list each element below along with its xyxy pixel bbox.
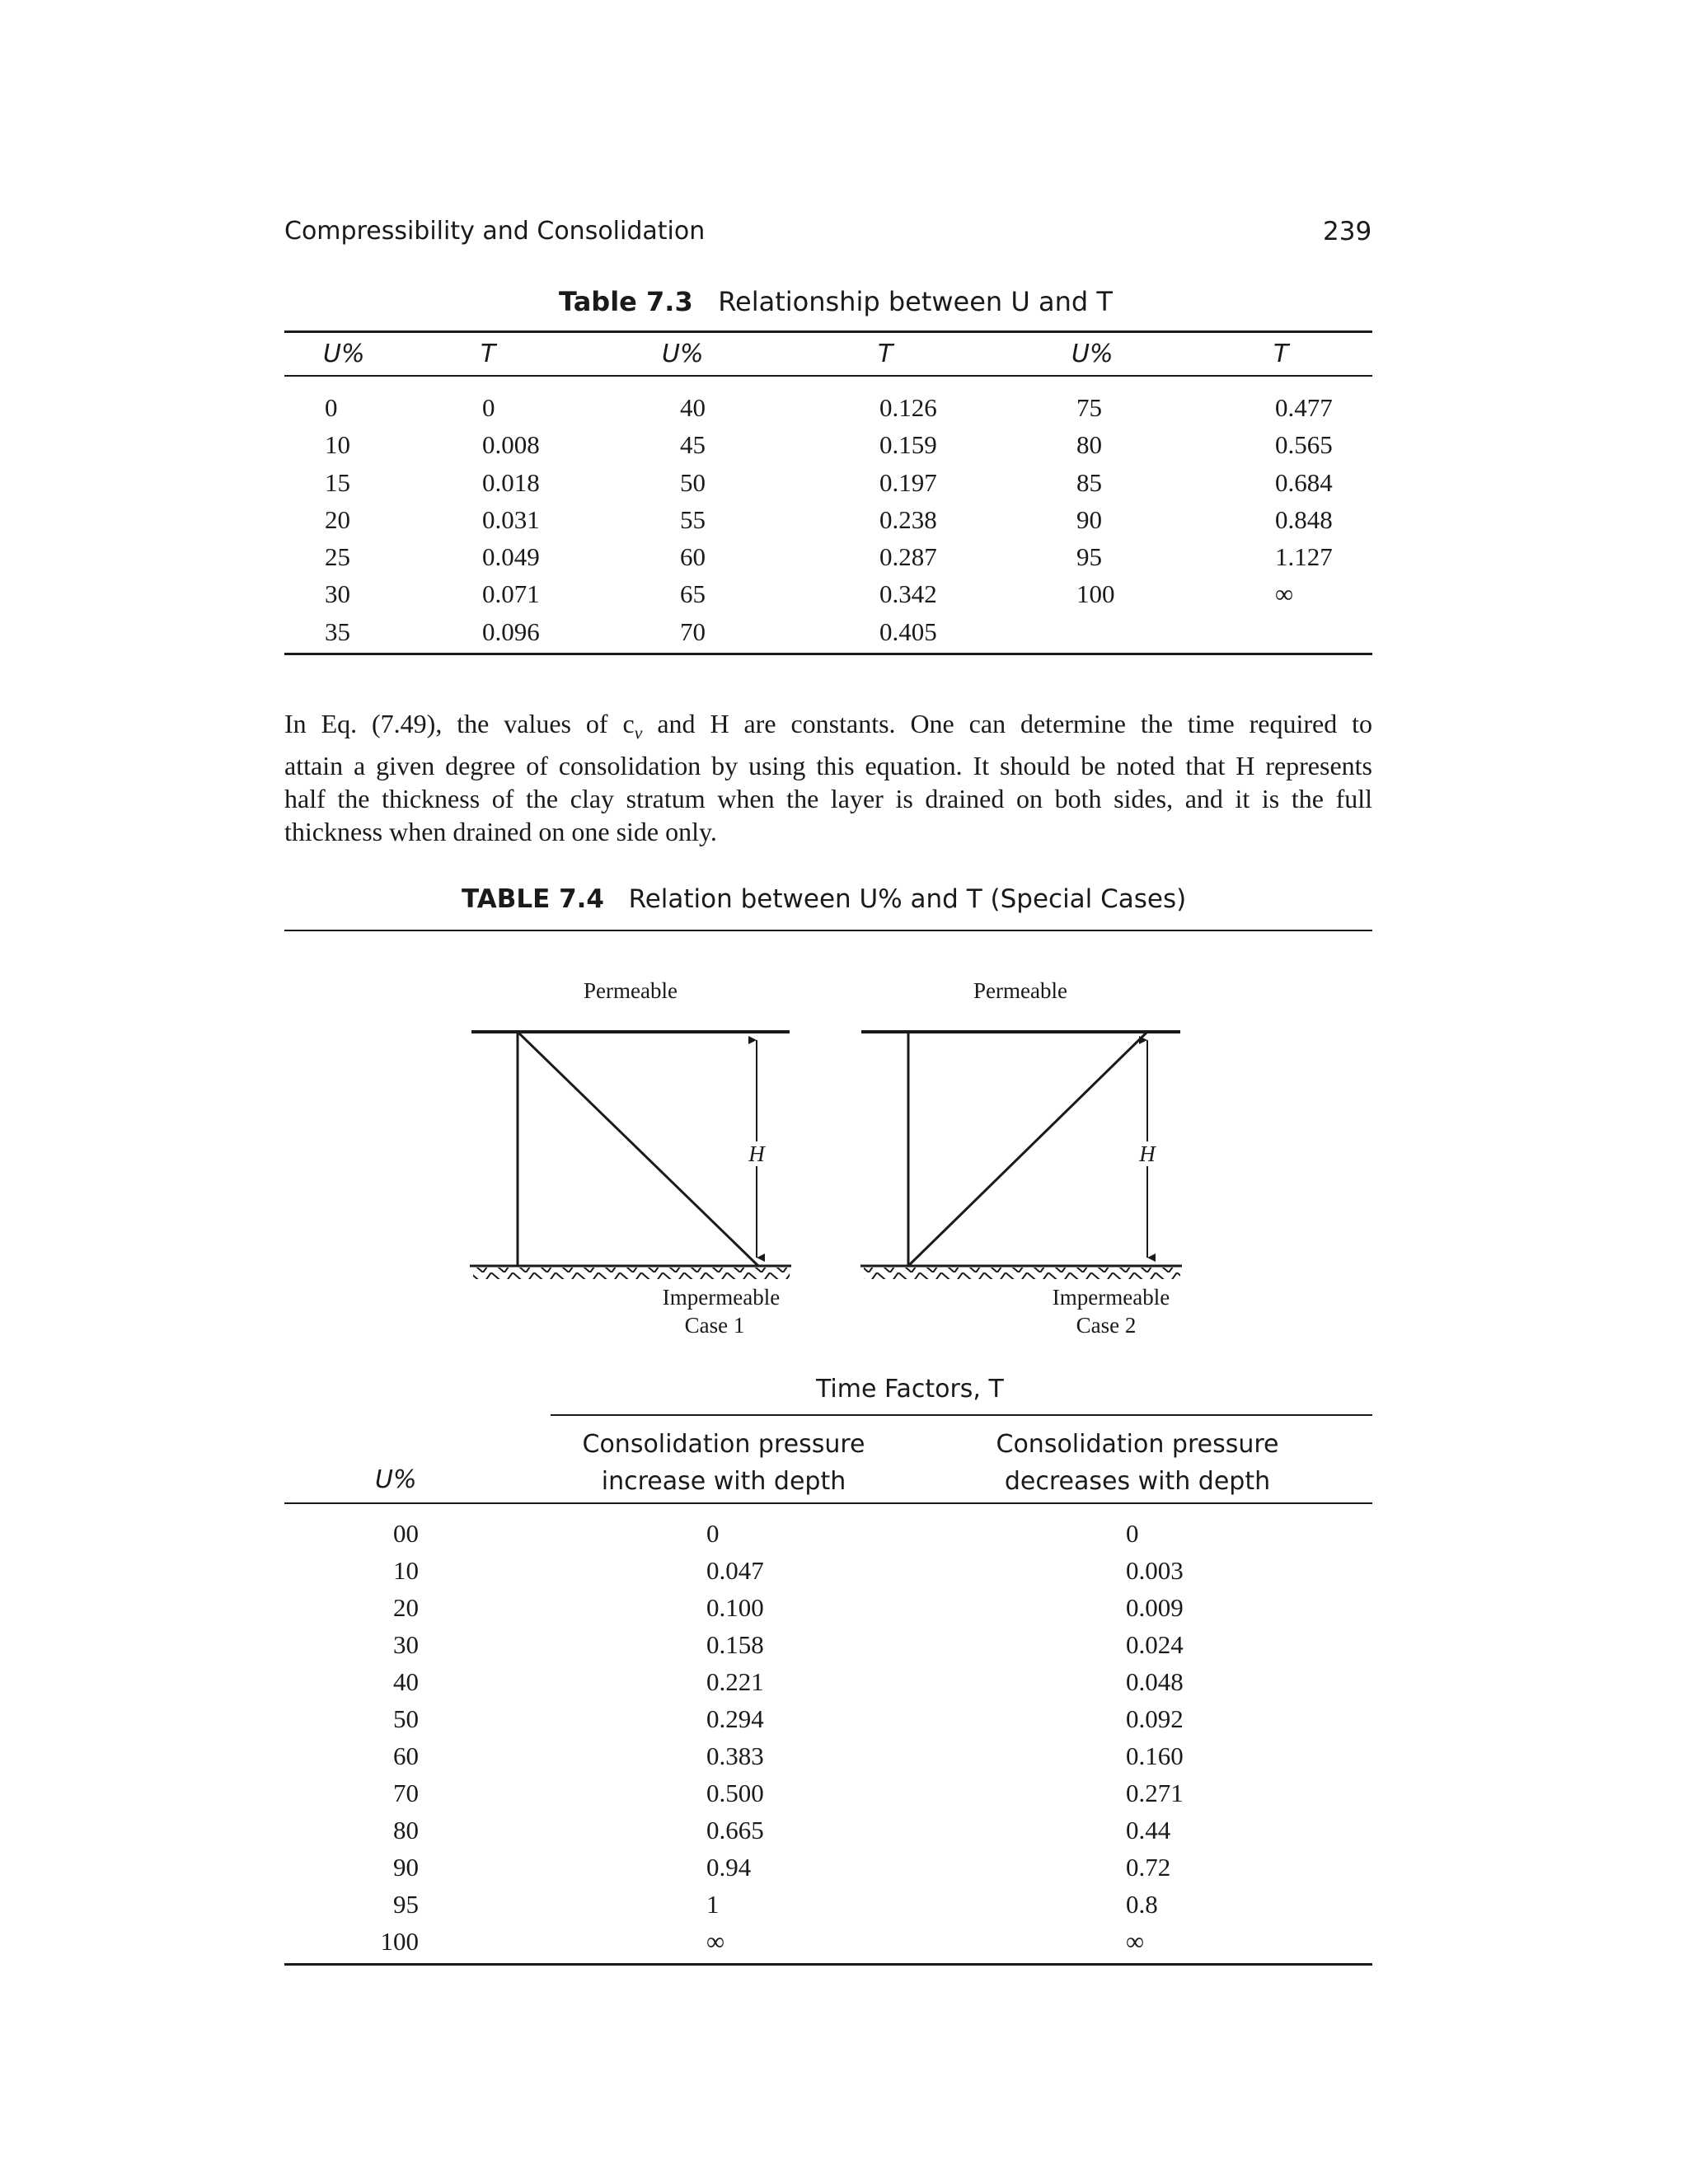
table-7-3-header-t2: T (878, 340, 893, 368)
table-cell: 0.565 (1275, 430, 1333, 460)
table-7-3-column-t3 (1275, 389, 1333, 650)
case-2-label: Case 2 (1076, 1313, 1137, 1338)
table-cell: 40 (393, 1667, 419, 1696)
case-2-impermeable-label: Impermeable (1052, 1285, 1170, 1310)
table-cell (1076, 613, 1115, 650)
table-cell: 0.848 (1275, 504, 1333, 534)
table-cell: 70 (680, 616, 706, 646)
paragraph-line: half the thickness of the clay stratum when the layer is drained on both sides, and it is the full (284, 784, 1372, 814)
table-cell: 0 (325, 393, 338, 422)
case-2-h-label: H (1139, 1141, 1156, 1166)
table-cell: 80 (1076, 430, 1102, 460)
table-cell: 0.271 (1126, 1779, 1184, 1807)
table-cell: 0.031 (482, 504, 540, 534)
table-cell: 90 (393, 1853, 419, 1882)
table-cell: 0.238 (879, 504, 937, 534)
table-7-3-bottom-rule (284, 653, 1372, 655)
table-cell: 0.684 (1275, 467, 1333, 497)
case-1-ground-hatch (473, 1268, 790, 1279)
table-cell: 0.009 (1126, 1593, 1184, 1622)
table-cell: 0.018 (482, 467, 540, 497)
case-2-permeable-label: Permeable (973, 978, 1067, 1003)
paragraph-line: In Eq. (7.49), the values of $c_v$ and H are constants. One can determine the time required to (284, 709, 1373, 743)
time-factors-title: Time Factors, T (816, 1375, 1004, 1404)
drainage-case-diagrams (462, 972, 1203, 1360)
table-cell: 20 (393, 1593, 419, 1622)
case-2-diagram (860, 978, 1182, 1338)
table-7-3-title: Relationship between U and T (718, 286, 1113, 317)
table-cell: 0.047 (706, 1556, 764, 1585)
case-1-impermeable-label: Impermeable (662, 1285, 781, 1310)
table-cell: 45 (680, 430, 706, 460)
running-head: Compressibility and Consolidation (284, 217, 706, 246)
table-cell: 0.197 (879, 467, 937, 497)
table-cell: 15 (325, 467, 350, 497)
case-1-diagram (470, 978, 791, 1338)
page-number: 239 (1323, 217, 1372, 246)
table-cell: 75 (1076, 393, 1102, 422)
table-7-3-header-t3: T (1273, 340, 1289, 368)
table-cell: 0.477 (1275, 393, 1333, 422)
table-7-4-caption (462, 884, 1186, 914)
table-cell: 65 (680, 579, 706, 609)
table-cell: 85 (1076, 467, 1102, 497)
case-1-h-label: H (748, 1141, 765, 1166)
table-cell: 0 (1126, 1519, 1139, 1548)
table-cell: 95 (1076, 542, 1102, 572)
table-cell: 0.159 (879, 430, 937, 460)
table-cell: 0.024 (1126, 1630, 1184, 1659)
table-7-4-header-rule (284, 1502, 1372, 1504)
table-cell: 0 (706, 1519, 720, 1548)
table-cell: 0.8 (1126, 1890, 1158, 1919)
decrease-with-depth-header: Consolidation pressure decreases with depth (996, 1430, 1279, 1496)
table-cell: 95 (393, 1890, 419, 1919)
table-7-4-title: Relation between U% and T (Special Cases) (628, 884, 1187, 914)
table-cell: 0.049 (482, 542, 540, 572)
table-7-4-increase-column (706, 1515, 764, 1960)
body-paragraph (284, 707, 1372, 848)
table-cell: 0.048 (1126, 1667, 1184, 1696)
table-cell: 0.126 (879, 393, 937, 422)
case-1-permeable-label: Permeable (584, 978, 678, 1003)
table-cell: 0.221 (706, 1667, 764, 1696)
table-cell: ∞ (706, 1927, 725, 1956)
table-7-4-u-column (330, 1515, 419, 1960)
table-cell: 0 (482, 393, 495, 422)
table-cell: 30 (325, 579, 350, 609)
table-cell: 0.100 (706, 1593, 764, 1622)
table-7-3-column-u3 (1076, 389, 1115, 650)
table-cell: 0.665 (706, 1816, 764, 1844)
table-cell: 80 (393, 1816, 419, 1844)
table-cell: 1 (706, 1890, 720, 1919)
table-7-3-header-u1: U% (323, 340, 365, 368)
table-cell: 70 (393, 1779, 419, 1807)
increase-with-depth-header: Consolidation pressure increase with depth (582, 1430, 865, 1496)
table-cell: ∞ (1275, 579, 1294, 609)
table-7-3-column-u1 (325, 389, 350, 650)
table-7-3-column-t1 (482, 389, 540, 650)
table-cell: 40 (680, 393, 706, 422)
table-7-3-column-u2 (680, 389, 706, 650)
paragraph-line: attain a given degree of consolidation by using this equation. It should be noted that H represents (284, 751, 1372, 781)
case-2-ground-hatch (864, 1268, 1180, 1279)
paragraph-line: thickness when drained on one side only. (284, 817, 717, 847)
table-cell: 0.096 (482, 616, 540, 646)
table-cell: 0.342 (879, 579, 937, 609)
table-cell: 0.94 (706, 1853, 752, 1882)
table-7-4-bottom-rule (284, 1963, 1372, 1966)
table-7-3-caption (559, 286, 1113, 317)
table-cell: 60 (680, 542, 706, 572)
table-cell: 100 (1076, 579, 1115, 609)
table-cell: 55 (680, 504, 706, 534)
table-cell: 0.500 (706, 1779, 764, 1807)
table-7-3-header-u2: U% (662, 340, 704, 368)
table-7-3-header-rule (284, 375, 1372, 377)
table-cell: 20 (325, 504, 350, 534)
table-cell: 0.287 (879, 542, 937, 572)
table-cell: 0.44 (1126, 1816, 1171, 1844)
table-7-4-top-rule (284, 930, 1372, 931)
table-cell: 00 (393, 1519, 419, 1548)
table-7-4-label: TABLE 7.4 (462, 884, 604, 914)
table-7-3-column-t2 (879, 389, 937, 650)
table-7-4-decrease-column (1126, 1515, 1184, 1960)
table-cell: 0.160 (1126, 1741, 1184, 1770)
table-cell: 0.008 (482, 430, 540, 460)
table-cell: 50 (393, 1704, 419, 1733)
table-cell: 0.071 (482, 579, 540, 609)
table-cell: 0.294 (706, 1704, 764, 1733)
table-cell: 0.003 (1126, 1556, 1184, 1585)
table-cell: 30 (393, 1630, 419, 1659)
table-cell: 50 (680, 467, 706, 497)
table-cell: 0.72 (1126, 1853, 1171, 1882)
table-cell: 10 (325, 430, 350, 460)
table-cell: 60 (393, 1741, 419, 1770)
table-cell: ∞ (1126, 1927, 1145, 1956)
table-cell: 0.383 (706, 1741, 764, 1770)
table-7-3-top-rule (284, 330, 1372, 333)
table-7-3-label: Table 7.3 (559, 286, 693, 317)
table-cell: 1.127 (1275, 542, 1333, 572)
table-7-3-header-u3: U% (1071, 340, 1114, 368)
table-cell (1275, 613, 1333, 650)
case-1-label: Case 1 (684, 1313, 745, 1338)
table-cell: 0.405 (879, 616, 937, 646)
table-7-3-header-t1: T (481, 340, 496, 368)
table-cell: 0.092 (1126, 1704, 1184, 1733)
table-cell: 90 (1076, 504, 1102, 534)
table-cell: 10 (393, 1556, 419, 1585)
table-7-4-u-header: U% (375, 1465, 417, 1494)
time-factors-rule (551, 1414, 1372, 1416)
table-cell: 35 (325, 616, 350, 646)
table-cell: 0.158 (706, 1630, 764, 1659)
table-cell: 100 (380, 1927, 419, 1956)
table-cell: 25 (325, 542, 350, 572)
